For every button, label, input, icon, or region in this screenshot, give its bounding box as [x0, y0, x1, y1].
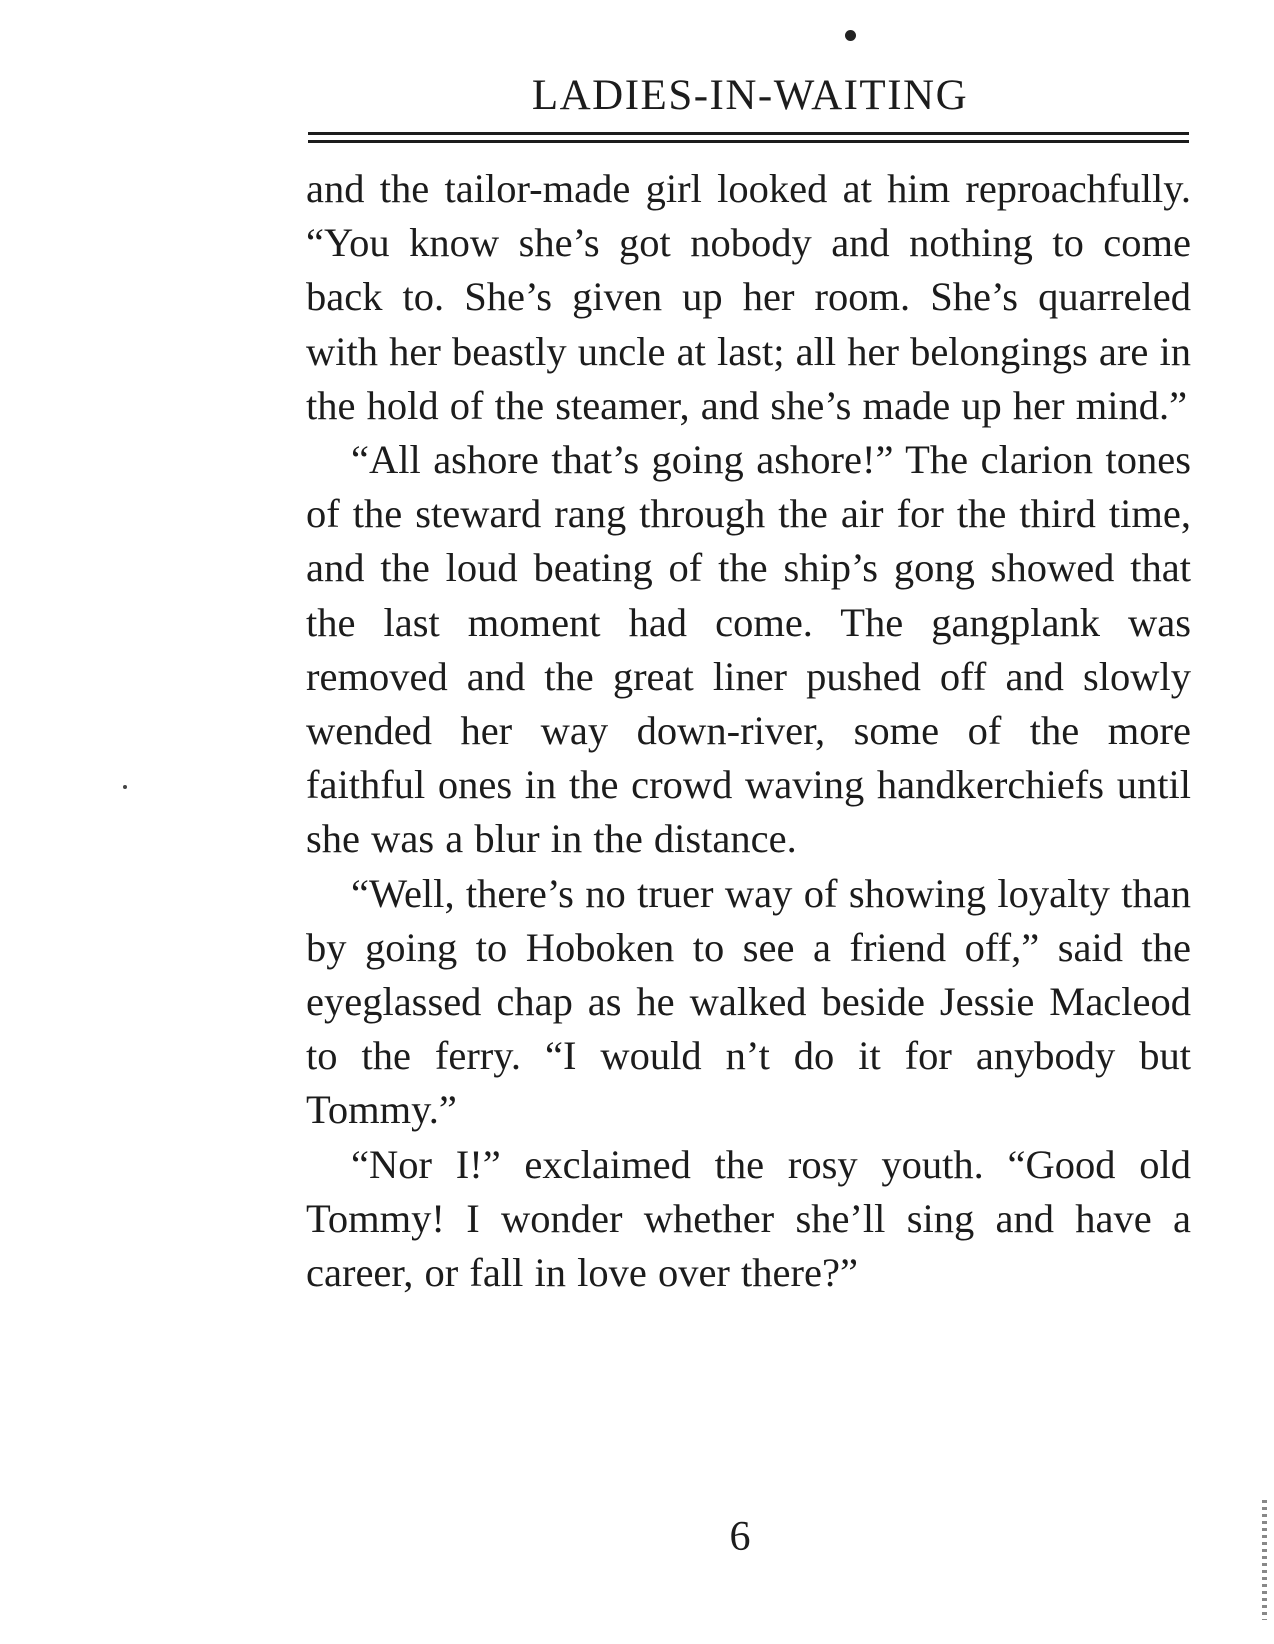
paragraph: and the tailor-made girl looked at him reproachfully. “You know she’s got nobody and nothing to come back to. She’s given up her room. She’s quarreled with her beastly uncle at last; all her belongings are in the hold of the steamer, and she’s made up her mind.”: [306, 166, 1191, 428]
paragraph: “Well, there’s no truer way of showing loyalty than by going to Hoboken to see a friend off,” said the eyeglassed chap as he walked beside Jessie Macleod to the ferry. “I would n’t do it for anybody but Tommy.”: [306, 870, 1191, 1133]
body-text: [306, 162, 1191, 1300]
header-rule-bottom: [308, 140, 1189, 143]
paragraph: “All ashore that’s going ashore!” The clarion tones of the steward rang through the air for the third time, and the loud beating of the ship’s gong showed that the last moment had come. The gangplank was removed and the great liner pushed off and slowly wended her way down-river, some of the more faithful ones in the crowd waving handkerchiefs until she was a blur in the distance.: [306, 437, 1191, 862]
ornament-icon: [845, 30, 856, 41]
header-rule-top: [308, 132, 1189, 135]
paragraph: “Nor I!” exclaimed the rosy youth. “Good old Tommy! I wonder whether she’ll sing and have a career, or fall in love over there?”: [306, 1141, 1191, 1296]
page-number: 6: [729, 1514, 751, 1560]
scan-speck: [123, 785, 127, 789]
scan-edge-mark: [1262, 1500, 1267, 1620]
running-head: LADIES-IN-WAITING: [531, 72, 969, 119]
